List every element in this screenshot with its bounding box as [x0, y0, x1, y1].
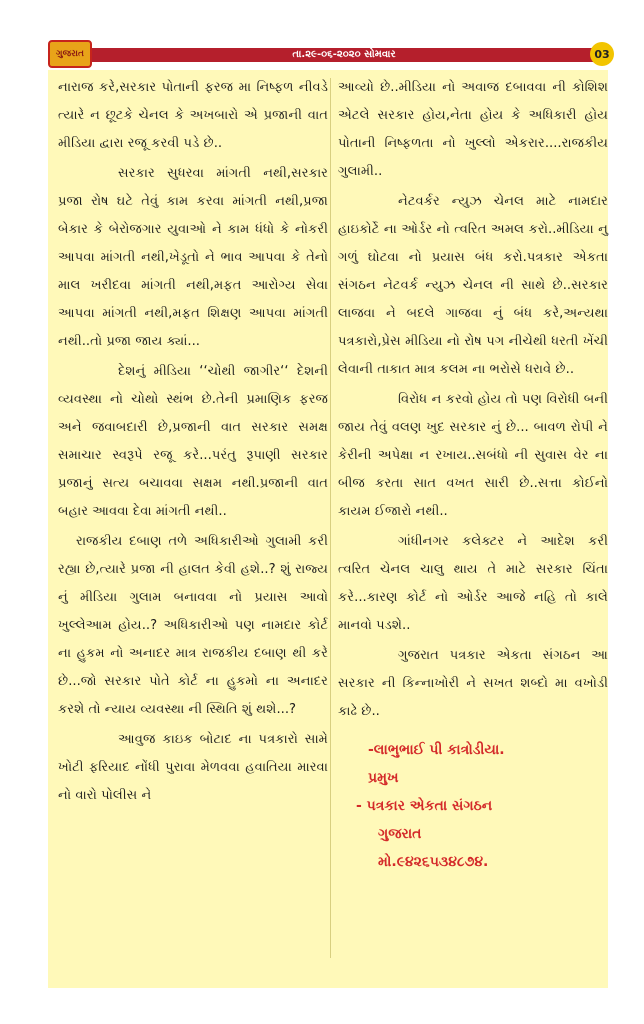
page-header: [48, 40, 608, 68]
paragraph: ગાંધીનગર કલેક્ટર ને આદેશ કરી ત્વરિત ચેનલ ચાલુ થાય તે માટે સરકાર ચિંતા કરે...કારણ કોર્ટ નો ઓર્ડર આજે નહિ તો કાલે માનવો પડશે..: [338, 534, 608, 633]
right-column: [338, 74, 608, 876]
left-column: [58, 74, 328, 812]
paragraph: નારાજ કરે,સરકાર પોતાની ફરજ મા નિષ્ફળ નીવડે ત્યારે ન છૂટકે ચેનલ કે અખબારો એ પ્રજાની વાત મીડિયા દ્વારા રજૂ કરવી પડે છે..: [58, 80, 328, 151]
paragraph: દેશનું મીડિયા ‘‘ચોથી જાગીર‘‘ દેશની વ્યવસ્થા નો ચોથો સ્થંભ છે.તેની પ્રમાણિક ફરજ અને જવાબદારી છે,પ્રજાની વાત સરકાર સમક્ષ સમાચાર સ્વરૂપે રજૂ કરે...પરંતુ રૂપાણી સરકાર પ્રજાનું સત્ય બચાવવા સક્ષમ નથી.પ્રજાની વાત બહાર આવવા દેવા માંગતી નથી..: [58, 364, 328, 519]
article-page: [48, 70, 608, 988]
signature-state: ગુજરાત: [378, 826, 422, 842]
paragraph: નેટવર્કર ન્યુઝ ચેનલ માટે નામદાર હાઇકોર્ટે ના ઓર્ડર નો ત્વરિત અમલ કરો..મીડિયા નુ ગળું ઘોટવા નો પ્રયાસ બંધ કરો.પત્રકાર એકતા સંગઠન નેટવર્ક ન્યુઝ ચેનલ ની સાથે છે..સરકાર લાજવા ને બદલે ગાજવા નું બંધ કરે,અન્યથા પત્રકારો,પ્રેસ મીડિયા નો રોષ પગ નીચેથી ધરતી ખેંચી લેવાની તાકાત માત્ર કલમ ના ભરોસે ધરાવે છે..: [338, 194, 608, 377]
signature-phone: મો.૯૪૨૬૫૩૪૮૭૪.: [378, 854, 489, 870]
newspaper-logo: [48, 40, 92, 68]
signature-title: પ્રમુખ: [368, 770, 399, 786]
date-band: [92, 48, 596, 62]
paragraph: વિરોધ ન કરવો હોય તો પણ વિરોધી બની જાય તેવું વલણ ખુદ સરકાર નું છે... બાવળ રોપી ને કેરીની અપેક્ષા ન રખાય..સબંધો ની સુવાસ વેર ના બીજ કરતા સાત વખત સારી છે..સત્તા કોઈનો કાયમ ઈજારો નથી..: [338, 392, 608, 519]
signature-org: - પત્રકાર એકતા સંગઠન: [356, 798, 493, 814]
paragraph: રાજકીય દબાણ તળે અધિકારીઓ ગુલામી કરી રહ્યા છે,ત્યારે પ્રજા ની હાલત કેવી હશે..? શું રાજ્ય નું મીડિયા ગુલામ બનાવવા નો પ્રયાસ આવો ખુલ્લેઆમ હોય..? અધિકારીઓ પણ નામદાર કોર્ટ ના હુકમ નો અનાદર માત્ર રાજકીય દબાણ થી કરે છે...જો સરકાર પોતે કોર્ટ ના હુકમો ના અનાદર કરશે તો ન્યાય વ્યવસ્થા ની સ્થિતિ શું થશે...?: [58, 534, 328, 717]
paragraph: સરકાર સુધરવા માંગતી નથી,સરકાર પ્રજા રોષ ઘટે તેવું કામ કરવા માંગતી નથી,પ્રજા બેકાર કે બેરોજગાર યુવાઓ ને કામ ધંધો કે નોકરી આપવા માંગતી નથી,ખેડૂતો ને ભાવ આપવા કે તેનો માલ ખરીદવા માંગતી નથી,મફત આરોગ્ય સેવા આપવા માંગતી નથી,મફત શિક્ષણ આપવા માંગતી નથી..તો પ્રજા જાય ક્યાં...: [58, 166, 328, 349]
paragraph: આવ્યો છે..મીડિયા નો અવાજ દબાવવા ની કોશિશ એટલે સરકાર હોય,નેતા હોય કે અધિકારી હોય પોતાની નિષ્ફળતા નો ખુલ્લો એકરાર....રાજકીય ગુલામી..: [338, 80, 608, 179]
signature-name: -લાભુભાઈ પી કાત્રોડીયા.: [368, 742, 505, 758]
logo-text: ગુજરાત: [56, 49, 84, 59]
page-number: 03: [594, 47, 610, 61]
column-divider: [330, 78, 331, 958]
signature-block: [356, 736, 608, 876]
paragraph: આવુજ કાઇક બોટાદ ના પત્રકારો સામે ખોટી ફરિયાદ નોંધી પુરાવા મેળવવા હવાતિયા મારવા નો વારો પોલીસ ને: [58, 732, 328, 803]
date-line: તા.૨૯-૦૬-૨૦૨૦ સોમવાર: [292, 49, 396, 60]
paragraph: ગુજરાત પત્રકાર એકતા સંગઠન આ સરકાર ની કિન્નાખોરી ને સખત શબ્દો મા વખોડી કાઢે છે..: [338, 648, 608, 719]
page-number-badge: [590, 42, 614, 66]
